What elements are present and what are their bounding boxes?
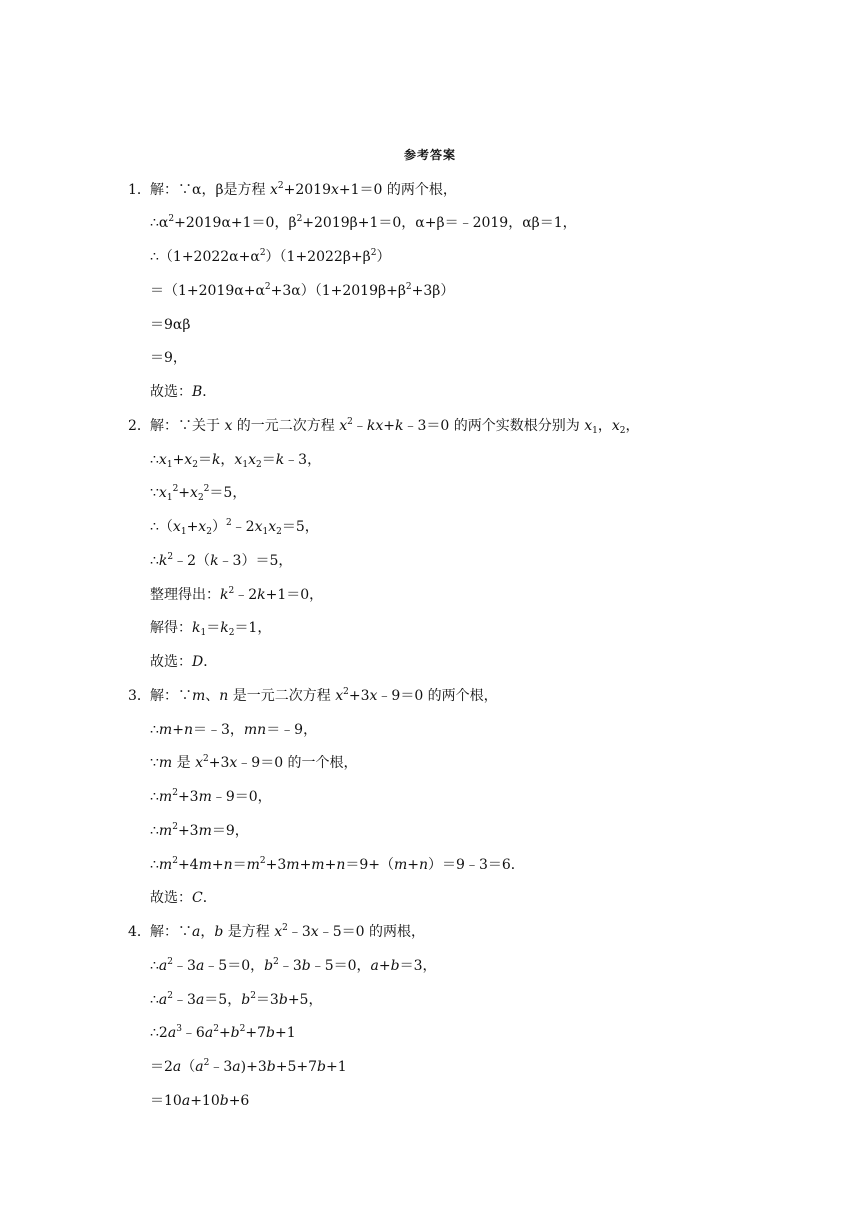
solution-line: $\therefore k^2﹣2(k﹣3)=5$， <box>150 552 293 569</box>
solution-line: $\because x_1^2+x_2^2=5$， <box>150 484 247 503</box>
solution-line: $\therefore m^2+3m=9$， <box>150 822 249 839</box>
solution-line: ∴m+n＝﹣3，mn＝﹣9， <box>150 722 318 738</box>
problem-number: 4． <box>128 924 151 940</box>
solution-line: ＝10a+10b+6 <box>150 1093 250 1109</box>
solution-line: ＝9， <box>150 350 187 366</box>
solution-line: $\therefore 2a^3﹣6a^2+b^2+7b+1$ <box>150 1024 296 1041</box>
solution-line: $\therefore m^2+4m+n=m^2+3m+m+n=9+(m+n)=9﹣3=6$． <box>150 856 525 873</box>
solution-line: $\therefore a^2﹣3a=5$，$b^2=3b+5$， <box>150 991 323 1008</box>
answer-line: 故选：B． <box>150 384 217 400</box>
solution-line: $\therefore(x_1+x_2)^2﹣2x_1x_2=5$， <box>150 518 319 537</box>
solution-line: 解：∵a，b 是方程 $x^2﹣3x﹣5=0$ 的两根， <box>150 923 425 940</box>
solution-line: $=2a(a^2﹣3a)+3b+5+7b+1$ <box>150 1058 347 1075</box>
solution-line: ＝9αβ <box>150 317 191 333</box>
solution-line: $=(1+2019\alpha+\alpha^2+3\alpha)(1+2019\beta+\beta^2+3\beta)$ <box>150 282 455 299</box>
solution-line: 解：∵关于 x 的一元二次方程 $x^2﹣kx+k﹣3=0$ 的两个实数根分别为 $x_1$，$x_2$， <box>150 417 640 436</box>
solution-line: $\therefore a^2﹣3a﹣5=0$，$b^2﹣3b﹣5=0$，a+b＝3， <box>150 957 437 974</box>
page-title: 参考答案 <box>403 148 456 162</box>
solution-line: $\therefore x_1+x_2=k$，$x_1x_2=k﹣3$， <box>150 452 322 470</box>
solution-line: $\therefore\alpha^2+2019\alpha+1=0$，$\beta^2+2019\beta+1=0$，α+β＝﹣2019，αβ＝1， <box>150 214 577 231</box>
solution-line: 解：∵α，β是方程 $x^2+2019x+1=0$ 的两个根， <box>150 181 457 198</box>
problem-number: 2． <box>128 418 151 434</box>
problem-number: 1． <box>128 182 151 198</box>
solution-line: 整理得出：$k^2﹣2k+1=0$， <box>150 586 324 603</box>
solution-line: $\therefore m^2+3m﹣9=0$， <box>150 788 272 805</box>
answer-line: 故选：D． <box>150 654 218 670</box>
solution-line: 解得：$k_1=k_2=1$， <box>150 620 272 638</box>
solution-line: ∵m 是 $x^2+3x﹣9=0$ 的一个根， <box>150 754 358 771</box>
solution-line: $\therefore(1+2022\alpha+\alpha^2)(1+2022\beta+\beta^2)$ <box>150 248 391 265</box>
problem-number: 3． <box>128 688 151 704</box>
solution-line: 解：∵m、n 是一元二次方程 $x^2+3x﹣9=0$ 的两个根， <box>150 687 498 704</box>
answer-line: 故选：C． <box>150 890 217 906</box>
